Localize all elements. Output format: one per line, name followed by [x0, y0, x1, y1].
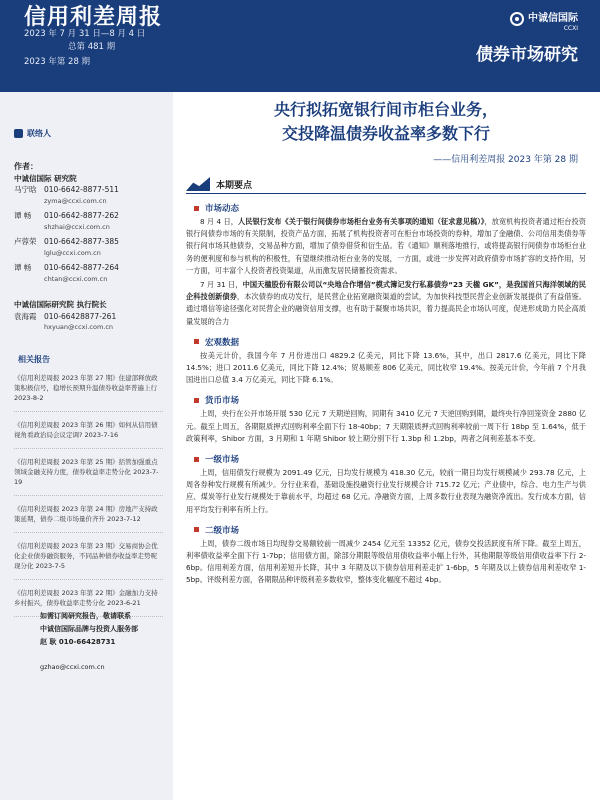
contacts-icon — [14, 129, 23, 138]
contact-phone: 010-6642-8877-385 — [44, 237, 119, 246]
headline — [186, 98, 586, 146]
director-contact — [14, 311, 163, 334]
contact-name: 马宁晗 — [14, 185, 37, 194]
section-title — [186, 202, 586, 214]
contact-item — [14, 184, 163, 207]
contact-item — [14, 210, 163, 233]
related-report[interactable]: 《信用利差周报 2023 年第 23 期》交易商协会优化企业债券融资服务，不同品种债券收益率走势呢现分化 2023-7-5 — [14, 541, 163, 580]
section-0 — [186, 202, 586, 328]
paragraph: 上周，央行在公开市场开展 530 亿元 7 天期逆回购，同期有 3410 亿元 7 天逆回购到期，最终央行净回笼资金 2880 亿元。截至上周五，各期限质押式回购利率全面下行 18-40bp；7 天期限质押式回购利率较前一周下行 18bp 至 1.64%，低于政策利率，Shibor 方面，3 月期和 1 年期 Shibor 较上期分别下行 1.3bp 和 1.2bp，两者之间利差基本不变。 — [186, 409, 586, 443]
headline-line1: 央行拟拓宽银行间市柜台业务， — [273, 100, 498, 119]
contact-name: 谭 畅 — [14, 211, 32, 220]
section-4 — [186, 524, 586, 587]
subscription-footer — [40, 610, 138, 674]
subscribe-email[interactable]: gzhao@ccxi.com.cn — [40, 663, 105, 671]
date-range: 2023 年 7 月 31 日—8 月 4 日 — [24, 29, 146, 39]
section-title — [186, 524, 586, 536]
main-content — [186, 92, 586, 587]
author-label: 作者： — [14, 162, 38, 171]
section-title — [186, 336, 586, 348]
director-label: 中诚信国际研究院 执行院长 — [14, 300, 107, 309]
paragraph-bold: 人民银行发布《关于银行间债券市场柜台业务有关事项的通知（征求意见稿）》 — [237, 217, 485, 226]
related-report[interactable]: 《信用利差周报 2023 年第 27 期》住建部释放政策积极信号，稳增长预期升温债券收益率普遍上行 2023-8-2 — [14, 373, 163, 412]
section-3 — [186, 453, 586, 516]
contact-item — [14, 262, 163, 285]
related-report[interactable]: 《信用利差周报 2023 年第 25 期》括管加强重点领域金融支持力度，债券收益率走势分化 2023-7-19 — [14, 457, 163, 496]
section-title-text: 宏观数据 — [205, 337, 240, 348]
key-points-header — [186, 177, 586, 194]
contact-email[interactable]: lglu@ccxi.com.cn — [44, 248, 101, 257]
issue-number: 2023 年第 28 期 — [24, 57, 91, 67]
paragraph: 上周，信用债发行规模为 2091.49 亿元，日均发行规模为 418.30 亿元，较前一期日均发行规模减少 293.78 亿元，上周各券种发行规模有所减少。分行业来看，基础设施投融资行业发行规模合计 715.72 亿元；产业债中，综合、电力生产与供应、煤炭等行业发行规模处于靠前水平，均超过 68 亿元。净融资方面，上周多数行业表现为融资净流出。发行成本方面，信用平均发行利率有所上行。 — [186, 468, 586, 514]
section-title-text: 货币市场 — [205, 396, 240, 407]
contacts-list — [14, 161, 163, 334]
paragraph: 7 月 31 日，中国天楹股份有限公司以“央地合作增信”模式簿记发行私募债券“23 天楹 GK”，是我国首只海洋领域的民企科技创新债券，本次债券的成功发行，是民营企业拓宽融资渠道的尝试，为加快科技型民营企业创新发展提供了有益借鉴。通过增信等途径强化对民营企业的融资信用支撑，也有助于凝聚市场共识，着力提高民企市场认可度，促进形成助力民企高质量发展的合力 — [186, 280, 586, 326]
contact-email[interactable]: zyma@ccxi.com.cn — [44, 196, 107, 205]
contact-phone: 010-6642-8877-511 — [44, 185, 119, 194]
section-title-text: 一级市场 — [205, 455, 240, 466]
section-2 — [186, 394, 586, 445]
director-phone: 010-66428877-261 — [44, 311, 117, 321]
section-bullet-icon — [194, 527, 199, 532]
logo-text: 中诚信国际 — [528, 13, 578, 24]
author-org: 中诚信国际 研究院 — [14, 173, 77, 183]
section-name: 债券市场研究 — [476, 45, 578, 65]
sections-container — [186, 202, 586, 587]
ccxi-logo — [510, 6, 578, 32]
paragraph: 上周，债券二级市场日均现券交易额较前一周减少 2454 亿元至 13352 亿元，债券交投活跃度有所下降。截至上周五，利率债收益率全面下行 1-7bp；信用债方面，除部分期限等级信用债收益率小幅上行外，其他期限等级信用债收益率下行 2-6bp。信用利差方面，信用利差短升长降，其中 3 年期及以下债券信用利差走扩 1-6bp，5 年期及以上债券信用利差收窄 1-5bp。评级利差方面，各期限品种评级利差多数收窄，整体变化幅度不超过 4bp。 — [186, 538, 586, 585]
contact-phone: 010-6642-8877-262 — [44, 211, 119, 220]
related-report[interactable]: 《信用利差周报 2023 年第 22 期》金融加力支持乡村振兴，债券收益率走势分化 2023-6-21 — [14, 588, 163, 617]
report-header — [0, 0, 600, 92]
section-bullet-icon — [194, 206, 199, 211]
related-report[interactable]: 《信用利差周报 2023 年第 26 期》如何从信用债视角看政治局会议定调? 2023-7-16 — [14, 420, 163, 449]
section-1 — [186, 336, 586, 387]
total-issue: 总第 481 期 — [68, 42, 116, 52]
paragraph-bold: 中国天楹股份有限公司以“央地合作增信”模式簿记发行私募债券“23 天楹 GK”，是我国首只海洋领域的民企科技创新债券 — [186, 280, 586, 302]
section-bullet-icon — [194, 457, 199, 462]
section-bullet-icon — [194, 398, 199, 403]
director-email[interactable]: hxyuan@ccxi.com.cn — [44, 323, 114, 331]
logo-sub: CCXI — [563, 25, 578, 32]
section-title — [186, 453, 586, 465]
section-bullet-icon — [194, 339, 199, 344]
director-name: 袁海霞 — [14, 311, 37, 321]
section-title — [186, 394, 586, 406]
related-heading: 相关报告 — [18, 354, 50, 364]
chart-trend-icon — [186, 177, 210, 191]
contact-name: 卢蓉荣 — [14, 237, 37, 246]
contact-name: 谭 畅 — [14, 263, 32, 272]
related-report[interactable]: 《信用利差周报 2023 年第 24 期》房地产支持政策延期，债券二级市场量价齐升 2023-7-12 — [14, 504, 163, 533]
report-title: 信用利差周报 — [24, 5, 163, 30]
subscribe-contact: 赵 耿 010-66428731 — [40, 638, 116, 646]
sidebar — [0, 92, 173, 800]
department-line: 中诚信国际品牌与投资人服务部 — [40, 625, 138, 633]
section-title-text: 市场动态 — [205, 204, 240, 214]
contact-email[interactable]: shzhai@ccxi.com.cn — [44, 222, 110, 231]
contact-phone: 010-6642-8877-264 — [44, 263, 119, 272]
subscribe-line: 如需订阅研究报告，敬请联系 — [40, 612, 131, 620]
contacts-heading: 联络人 — [14, 128, 163, 139]
contact-email[interactable]: chtan@ccxi.com.cn — [44, 274, 108, 283]
headline-line2: 交投降温债券收益率多数下行 — [281, 124, 490, 143]
report-subtitle: ——信用利差周报 2023 年第 28 期 — [433, 155, 578, 165]
paragraph: 按美元计价，我国今年 7 月份进出口 4829.2 亿美元，同比下降 13.6%，其中，出口 2817.6 亿美元，同比下降 14.5%；进口 2011.6 亿美元，同比下降 12.4%；贸易顺差 806 亿美元，同比收窄 19.4%。按美元计价，今年前 7 个月我国进出口总值 3.4 万亿美元，同比下降 6.1%。 — [186, 350, 586, 385]
logo-mark-icon — [510, 12, 524, 26]
section-title-text: 二级市场 — [205, 525, 240, 536]
contact-item — [14, 236, 163, 259]
paragraph: 8 月 4 日，人民银行发布《关于银行间债券市场柜台业务有关事项的通知（征求意见稿）》，放宽机构投资者通过柜台投资银行间债券市场的有关限制，投资产品方面，拓展了机构投资者可在柜台市场投资的券种，增加了金融债、公司信用类债券等银行间市场其他债券，交易品种方面，增加了债券借贷和衍生品。若《通知》顺利落地推行，或将提高银行间债券市场柜台业务的便利度和参与机构的积极性，有望继续推动柜台业务的发展，一方面，或进一步发挥对政府债券市场扩容的支持作用，另一方面，可丰富个人投资者投资渠道，从而激发居民储蓄投资需求。 — [186, 217, 586, 275]
key-points-label: 本期要点 — [216, 180, 253, 191]
